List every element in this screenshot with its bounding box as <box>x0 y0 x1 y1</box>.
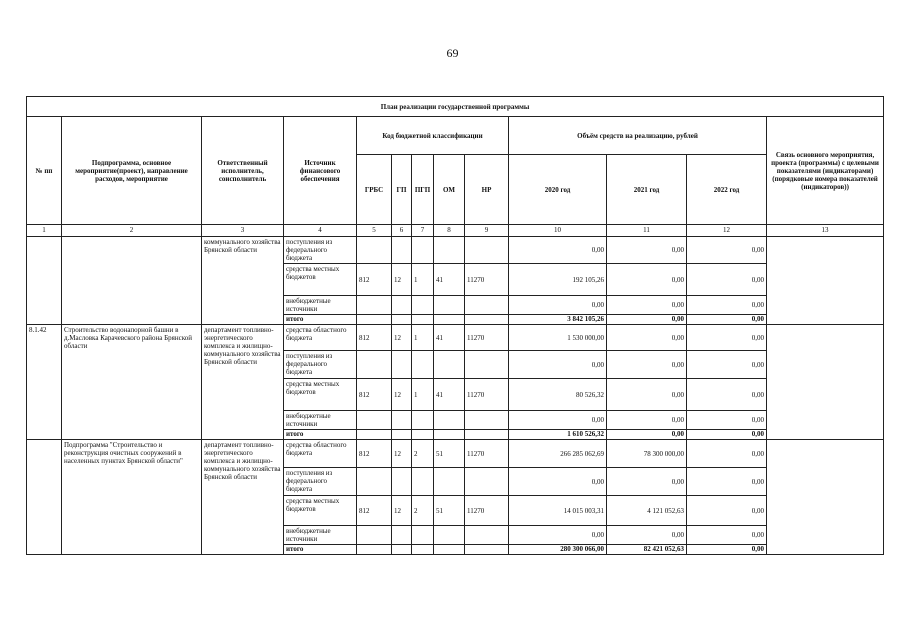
source-cell: средства местных бюджетов <box>284 496 357 526</box>
col-num: 10 <box>509 225 607 237</box>
value-2020: 1 530 000,00 <box>509 325 607 351</box>
header-gp: ГП <box>392 155 412 225</box>
table-row: Подпрограмма "Строительство и реконструкция очистных сооружений в населенных пунктах Брянской области" департамент топливно-энергетического комплекса и жилищно-коммунального хозяйства Брянской области средства областного бюджета 812 12 2 51 11270 266 285 062,69 78 300 000,00 0,00 <box>27 440 884 468</box>
value-2020: 0,00 <box>509 411 607 430</box>
value-2021: 0,00 <box>607 468 687 496</box>
col-num: 5 <box>357 225 392 237</box>
value-2021: 0,00 <box>607 351 687 379</box>
page-number: 69 <box>446 46 459 60</box>
header-budget-code: Код бюджетной классификации <box>357 117 509 155</box>
col-num: 11 <box>607 225 687 237</box>
executor-cell: департамент топливно-энергетического комплекса и жилищно-коммунального хозяйства Брянской области <box>202 440 284 555</box>
total-2021: 0,00 <box>607 430 687 440</box>
header-subprogram: Подпрограмма, основное мероприятие(проект), направление расходов, мероприятие <box>62 117 202 225</box>
header-grbs: ГРБС <box>357 155 392 225</box>
header-2021: 2021 год <box>607 155 687 225</box>
col-num: 9 <box>465 225 509 237</box>
total-2021: 0,00 <box>607 315 687 325</box>
total-2020: 1 610 526,32 <box>509 430 607 440</box>
total-2021: 82 421 052,63 <box>607 545 687 555</box>
source-cell: средства областного бюджета <box>284 325 357 351</box>
value-2021: 0,00 <box>607 296 687 315</box>
col-num: 2 <box>62 225 202 237</box>
total-2022: 0,00 <box>687 315 767 325</box>
col-num: 8 <box>434 225 465 237</box>
value-2020: 266 285 062,69 <box>509 440 607 468</box>
source-cell: поступления из федерального бюджета <box>284 237 357 264</box>
value-2021: 0,00 <box>607 526 687 545</box>
value-2020: 14 015 003,31 <box>509 496 607 526</box>
value-2021: 78 300 000,00 <box>607 440 687 468</box>
total-label: итого <box>284 315 357 325</box>
value-2021: 0,00 <box>607 264 687 296</box>
value-2022: 0,00 <box>687 296 767 315</box>
header-num: № пп <box>27 117 62 225</box>
value-2021: 0,00 <box>607 379 687 411</box>
value-2020: 0,00 <box>509 468 607 496</box>
value-2020: 0,00 <box>509 351 607 379</box>
header-2020: 2020 год <box>509 155 607 225</box>
header-executor: Ответственный исполнитель, соисполнитель <box>202 117 284 225</box>
value-2022: 0,00 <box>687 411 767 430</box>
plan-table <box>26 96 884 555</box>
value-2022: 0,00 <box>687 351 767 379</box>
table-row <box>27 237 884 264</box>
source-cell: поступления из федерального бюджета <box>284 468 357 496</box>
table-row: средства местных бюджетов 812 12 1 41 11270 192 105,26 0,00 0,00 <box>27 264 884 296</box>
header-om: ОМ <box>434 155 465 225</box>
value-2022: 0,00 <box>687 496 767 526</box>
executor-cell: коммунального хозяйства Брянской области <box>202 237 284 325</box>
value-2022: 0,00 <box>687 325 767 351</box>
col-num: 6 <box>392 225 412 237</box>
source-cell: поступления из федерального бюджета <box>284 351 357 379</box>
subprogram-cell: Строительство водонапорной башни в д.Масловка Карачевского района Брянской области <box>62 325 202 440</box>
value-2021: 0,00 <box>607 237 687 264</box>
table-row: 8.1.42 Строительство водонапорной башни в д.Масловка Карачевского района Брянской области департамент топливно-энергетического комплекса и жилищно-коммунального хозяйства Брянской области средства областного бюджета 812 12 1 41 11270 1 530 000,00 0,00 0,00 <box>27 325 884 351</box>
source-cell: средства местных бюджетов <box>284 264 357 296</box>
value-2020: 0,00 <box>509 526 607 545</box>
value-2022: 0,00 <box>687 237 767 264</box>
col-num: 3 <box>202 225 284 237</box>
header-funds: Объём средств на реализацию, рублей <box>509 117 767 155</box>
value-2021: 0,00 <box>607 325 687 351</box>
source-cell: внебюджетные источники <box>284 411 357 430</box>
source-cell: средства областного бюджета <box>284 440 357 468</box>
value-2021: 4 121 052,63 <box>607 496 687 526</box>
row-number: 8.1.42 <box>27 325 62 440</box>
total-label: итого <box>284 430 357 440</box>
source-cell: средства местных бюджетов <box>284 379 357 411</box>
value-2020: 0,00 <box>509 237 607 264</box>
total-2022: 0,00 <box>687 545 767 555</box>
source-cell: внебюджетные источники <box>284 526 357 545</box>
header-pgp: ПГП <box>412 155 434 225</box>
total-label: итого <box>284 545 357 555</box>
total-2022: 0,00 <box>687 430 767 440</box>
value-2022: 0,00 <box>687 526 767 545</box>
value-2020: 80 526,32 <box>509 379 607 411</box>
value-2022: 0,00 <box>687 264 767 296</box>
col-num: 12 <box>687 225 767 237</box>
table-row: средства местных бюджетов 812 12 2 51 11270 14 015 003,31 4 121 052,63 0,00 <box>27 496 884 526</box>
table-title: План реализации государственной программы <box>27 97 884 117</box>
value-2022: 0,00 <box>687 440 767 468</box>
executor-cell: департамент топливно-энергетического комплекса и жилищно-коммунального хозяйства Брянской области <box>202 325 284 440</box>
header-2022: 2022 год <box>687 155 767 225</box>
value-2022: 0,00 <box>687 468 767 496</box>
col-num: 13 <box>767 225 884 237</box>
value-2020: 192 105,26 <box>509 264 607 296</box>
col-num: 7 <box>412 225 434 237</box>
value-2020: 0,00 <box>509 296 607 315</box>
value-2022: 0,00 <box>687 379 767 411</box>
header-np: НР <box>465 155 509 225</box>
header-source: Источник финансового обеспечения <box>284 117 357 225</box>
total-2020: 3 842 105,26 <box>509 315 607 325</box>
table-row: средства местных бюджетов 812 12 1 41 11270 80 526,32 0,00 0,00 <box>27 379 884 411</box>
subprogram-cell: Подпрограмма "Строительство и реконструкция очистных сооружений в населенных пунктах Брянской области" <box>62 440 202 555</box>
col-num: 4 <box>284 225 357 237</box>
header-link: Связь основного мероприятия, проекта (программы) с целевыми показателями (индикаторами) (порядковые номера показателей (индикаторов)) <box>767 117 884 225</box>
source-cell: внебюджетные источники <box>284 296 357 315</box>
value-2021: 0,00 <box>607 411 687 430</box>
column-numbers-row <box>27 225 884 237</box>
col-num: 1 <box>27 225 62 237</box>
total-2020: 280 300 066,00 <box>509 545 607 555</box>
